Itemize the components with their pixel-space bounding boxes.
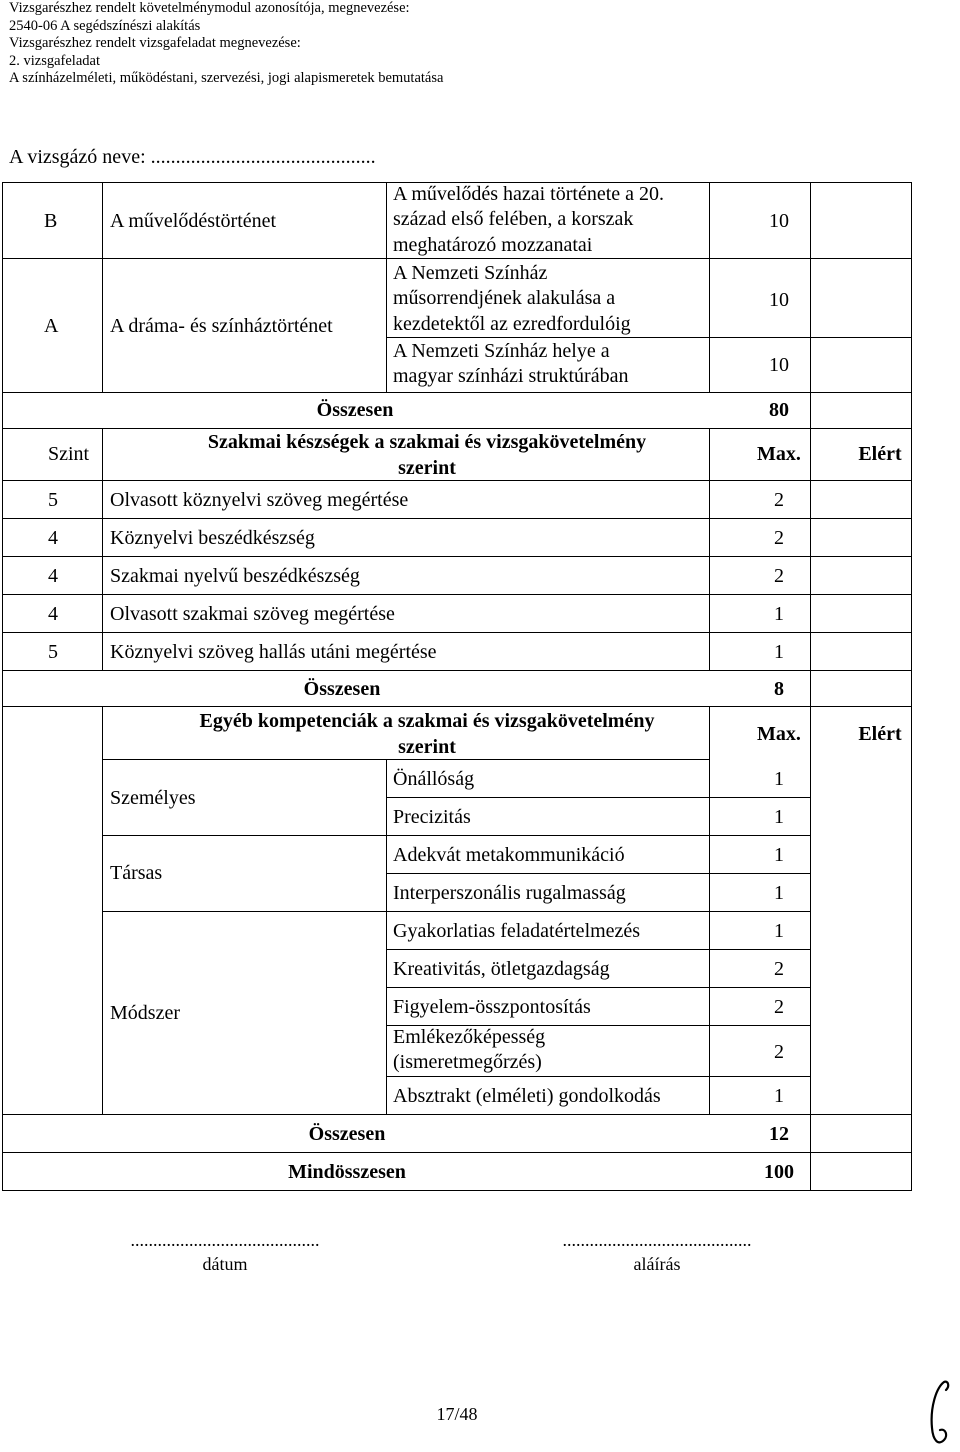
- topic-1-points: 10: [769, 210, 789, 232]
- page-number: 17/48: [436, 1404, 478, 1424]
- signature-field: [522, 1228, 792, 1276]
- date-field: [90, 1228, 360, 1276]
- skill-1-max: 2: [774, 489, 784, 511]
- topic-1-line-3: meghatározó mozzanatai: [393, 233, 593, 256]
- competence-precizitas: Precizitás: [393, 806, 471, 828]
- topic-1-line-1: A művelődés hazai története a 20.: [393, 183, 665, 205]
- topic-3-line-1: A Nemzeti Színház helye a: [393, 340, 610, 362]
- date-dots: ..........................................: [130, 1230, 320, 1250]
- topic-3: [393, 339, 628, 390]
- competence-emlekezokepesseg: [393, 1025, 545, 1076]
- level-b: B: [44, 210, 58, 232]
- section3-total-label: Összesen: [308, 1123, 386, 1145]
- area-drama-szinhaztortenet: A dráma- és színháztörténet: [110, 315, 333, 337]
- grand-total: 100: [764, 1161, 794, 1183]
- skill-3-max: 2: [774, 565, 784, 587]
- skill-5-max: 1: [774, 641, 784, 663]
- area-muvelodestortenet: A művelődéstörténet: [110, 210, 277, 232]
- competence-absztrakt: Absztrakt (elméleti) gondolkodás: [393, 1085, 661, 1107]
- section2-title-line-1: Szakmai készségek a szakmai és vizsgakövetelmény: [207, 431, 647, 453]
- skill-4-label: Olvasott szakmai szöveg megértése: [110, 603, 395, 625]
- topic-1-line-2: század első felében, a korszak: [393, 208, 634, 231]
- section2-total: 8: [774, 678, 784, 700]
- competence-onallosag: Önállóság: [393, 768, 475, 790]
- competence-emlekezokepesseg-line-1: Emlékezőképesség: [393, 1026, 546, 1048]
- header-line-5: A színházelméleti, működéstani, szervezési, jogi alapismeretek bemutatása: [9, 70, 444, 87]
- skill-1-level: 5: [48, 489, 58, 511]
- handwritten-initials-mark: [918, 1378, 958, 1450]
- skill-3-label: Szakmai nyelvű beszédkészség: [110, 565, 360, 587]
- section3-title: [102, 708, 752, 760]
- topic-2-line-2: műsorrendjének alakulása a: [393, 287, 616, 310]
- section3-col-achieved: Elért: [858, 723, 902, 745]
- competence-feladatertelmezes-max: 1: [774, 920, 784, 942]
- competence-kreativitas: Kreativitás, ötletgazdagság: [393, 958, 610, 980]
- skill-4-max: 1: [774, 603, 784, 625]
- competence-precizitas-max: 1: [774, 806, 784, 828]
- topic-2-line-3: kezdetektől az ezredfordulóig: [393, 312, 631, 335]
- col-level: Szint: [48, 443, 90, 465]
- competence-figyelem-max: 2: [774, 996, 784, 1018]
- section1-total-label: Összesen: [316, 399, 394, 421]
- section2-total-label: Összesen: [303, 678, 381, 700]
- skill-4-level: 4: [48, 603, 58, 625]
- section3-col-max: Max.: [757, 723, 801, 745]
- competence-emlekezokepesseg-line-2: (ismeretmegőrzés): [393, 1051, 542, 1074]
- group-szemelyes: Személyes: [110, 787, 196, 809]
- skill-5-label: Köznyelvi szöveg hallás utáni megértése: [110, 641, 437, 663]
- group-modszer: Módszer: [110, 1002, 180, 1024]
- competence-rugalmassag: Interperszonális rugalmasság: [393, 882, 626, 904]
- competence-figyelem: Figyelem-összpontosítás: [393, 996, 591, 1018]
- signature-dots: ..........................................: [562, 1230, 752, 1250]
- skill-1-label: Olvasott köznyelvi szöveg megértése: [110, 489, 409, 511]
- header-line-3: Vizsgarészhez rendelt vizsgafeladat megnevezése:: [9, 35, 301, 52]
- section2-title: [102, 429, 752, 481]
- header-line-4: 2. vizsgafeladat: [9, 52, 100, 69]
- topic-2-points: 10: [769, 289, 789, 311]
- topic-2-line-1: A Nemzeti Színház: [393, 262, 548, 284]
- date-label: dátum: [202, 1254, 248, 1274]
- section2-col-achieved: Elért: [858, 443, 902, 465]
- topic-2: [393, 261, 631, 337]
- section3-title-line-1: Egyéb kompetenciák a szakmai és vizsgakövetelmény: [199, 710, 655, 732]
- section2-title-line-2: szerint: [398, 457, 456, 479]
- skill-3-level: 4: [48, 565, 58, 587]
- section3-total: 12: [769, 1123, 789, 1145]
- skill-2-max: 2: [774, 527, 784, 549]
- grand-total-label: Mindösszesen: [288, 1161, 406, 1183]
- competence-feladatertelmezes: Gyakorlatias feladatértelmezés: [393, 920, 641, 942]
- level-a: A: [44, 315, 59, 337]
- section2-col-max: Max.: [757, 443, 801, 465]
- competence-onallosag-max: 1: [774, 768, 784, 790]
- section1-total: 80: [769, 399, 789, 421]
- competence-metakommunikacio-max: 1: [774, 844, 784, 866]
- signature-label: aláírás: [633, 1254, 681, 1274]
- topic-3-points: 10: [769, 354, 789, 376]
- group-tarsas: Társas: [110, 862, 163, 884]
- header-line-1: Vizsgarészhez rendelt követelménymodul azonosítója, megnevezése:: [9, 0, 410, 16]
- skill-2-label: Köznyelvi beszédkészség: [110, 527, 315, 549]
- competence-metakommunikacio: Adekvát metakommunikáció: [393, 844, 625, 866]
- topic-3-line-2: magyar színházi struktúrában: [393, 365, 629, 388]
- candidate-name-label: A vizsgázó neve: .............................................: [9, 146, 376, 168]
- skill-5-level: 5: [48, 641, 58, 663]
- competence-emlekezokepesseg-max: 2: [774, 1041, 784, 1063]
- skill-2-level: 4: [48, 527, 58, 549]
- section3-title-line-2: szerint: [398, 736, 456, 758]
- header-line-2: 2540-06 A segédszínészi alakítás: [9, 17, 201, 34]
- competence-rugalmassag-max: 1: [774, 882, 784, 904]
- topic-1: [393, 182, 664, 258]
- competence-absztrakt-max: 1: [774, 1085, 784, 1107]
- competence-kreativitas-max: 2: [774, 958, 784, 980]
